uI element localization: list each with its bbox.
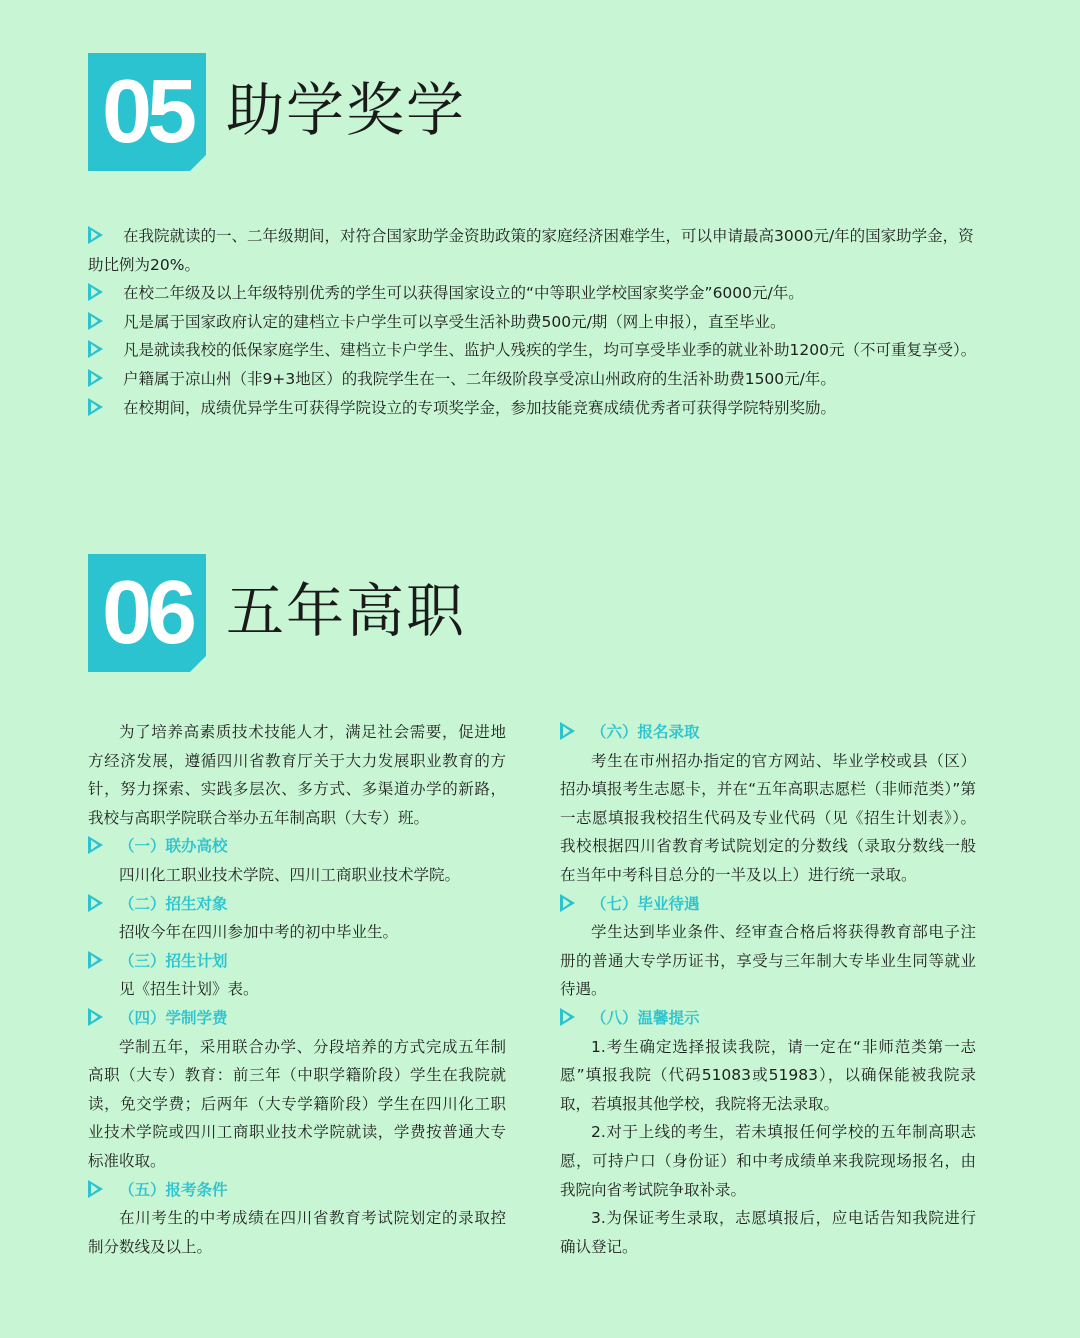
arrow-bullet-icon: [88, 836, 103, 854]
list-item: 在我院就读的一、二年级期间，对符合国家助学金资助政策的家庭经济困难学生，可以申请最高3000元/年的国家助学金，资助比例为20%。: [88, 227, 974, 274]
arrow-bullet-icon: [88, 340, 103, 358]
arrow-bullet-icon: [88, 1180, 103, 1198]
tip-2: 2.对于上线的考生，若未填报任何学校的五年制高职志愿，可持户口（身份证）和中考成绩单来我院现场报名，由我院向省考试院争取补录。: [560, 1123, 976, 1199]
subheading-duration-fees: （四）学制学费: [88, 1004, 506, 1033]
subheading-registration: （六）报名录取: [560, 718, 976, 747]
partner-schools-text: 四川化工职业技术学院、四川工商职业技术学院。: [119, 865, 461, 884]
subheading-tips: （八）温馨提示: [560, 1004, 976, 1033]
graduation-text: 学生达到毕业条件、经审查合格后将获得教育部电子注册的普通大专学历证书，享受与三年制大专毕业生同等就业待遇。: [560, 923, 976, 999]
section-06-header: [88, 554, 688, 672]
list-item: 在校二年级及以上年级特别优秀的学生可以获得国家设立的“中等职业学校国家奖学金”6000元/年。: [88, 279, 978, 308]
enrollment-target-text: 招收今年在四川参加中考的初中毕业生。: [119, 923, 399, 942]
section-05-list: [88, 222, 978, 422]
duration-fees-text: 学制五年，采用联合办学、分段培养的方式完成五年制高职（大专）教育：前三年（中职学籍阶段）学生在我院就读，免交学费；后两年（大专学籍阶段）学生在四川化工职业技术学院或四川工商职业技术学院就读，学费按普通大专标准收取。: [88, 1037, 506, 1170]
enrollment-plan-text: 见《招生计划》表。: [119, 980, 259, 999]
list-item: 在校期间，成绩优异学生可获得学院设立的专项奖学金，参加技能竞赛成绩优秀者可获得学院特别奖励。: [88, 394, 978, 423]
list-item: 凡是就读我校的低保家庭学生、建档立卡户学生、监护人残疾的学生，均可享受毕业季的就业补助1200元（不可重复享受）。: [88, 336, 978, 365]
subheading-requirements: （五）报考条件: [88, 1176, 506, 1205]
arrow-bullet-icon: [88, 226, 103, 244]
list-item: 凡是属于国家政府认定的建档立卡户学生可以享受生活补助费500元/期（网上申报），直至毕业。: [88, 308, 978, 337]
tip-1: 1.考生确定选择报读我院，请一定在“非师范类第一志愿”填报我院（代码51083或51983），以确保能被我院录取，若填报其他学校，我院将无法录取。: [560, 1037, 976, 1113]
section-06-left-column: [88, 718, 506, 1261]
arrow-bullet-icon: [88, 1008, 103, 1026]
section-05-header: [88, 53, 688, 171]
registration-text: 考生在市州招办指定的官方网站、毕业学校或县（区）招办填报考生志愿卡，并在“五年高职志愿栏（非师范类）”第一志愿填报我校招生代码及专业代码（见《招生计划表》）。我校根据四川省教育考试院划定的分数线（录取分数线一般在当年中考科目总分的一半及以上）进行统一录取。: [560, 751, 976, 884]
section-06-right-column: [560, 718, 976, 1261]
subheading-enrollment-plan: （三）招生计划: [88, 947, 506, 976]
arrow-bullet-icon: [88, 398, 103, 416]
arrow-bullet-icon: [88, 283, 103, 301]
section-06-number: 06: [101, 563, 193, 663]
subheading-enrollment-target: （二）招生对象: [88, 890, 506, 919]
section-05-number: 05: [101, 62, 193, 162]
list-item: 户籍属于凉山州（非9+3地区）的我院学生在一、二年级阶段享受凉山州政府的生活补助费1500元/年。: [88, 365, 978, 394]
arrow-bullet-icon: [88, 894, 103, 912]
arrow-bullet-icon: [88, 369, 103, 387]
arrow-bullet-icon: [560, 894, 575, 912]
arrow-bullet-icon: [560, 722, 575, 740]
subheading-graduation: （七）毕业待遇: [560, 890, 976, 919]
requirements-text: 在川考生的中考成绩在四川省教育考试院划定的录取控制分数线及以上。: [88, 1209, 506, 1256]
arrow-bullet-icon: [88, 312, 103, 330]
subheading-partner-schools: （一）联办高校: [88, 832, 506, 861]
tip-3: 3.为保证考生录取，志愿填报后，应电话告知我院进行确认登记。: [560, 1209, 976, 1256]
section-06-title: 五年高职: [226, 577, 467, 645]
section-05-title: 助学奖学: [226, 76, 467, 144]
arrow-bullet-icon: [560, 1008, 575, 1026]
intro-paragraph: 为了培养高素质技术技能人才，满足社会需要，促进地方经济发展，遵循四川省教育厅关于大力发展职业教育的方针，努力探索、实践多层次、多方式、多渠道办学的新路，我校与高职学院联合举办五年制高职（大专）班。: [88, 723, 506, 827]
arrow-bullet-icon: [88, 951, 103, 969]
